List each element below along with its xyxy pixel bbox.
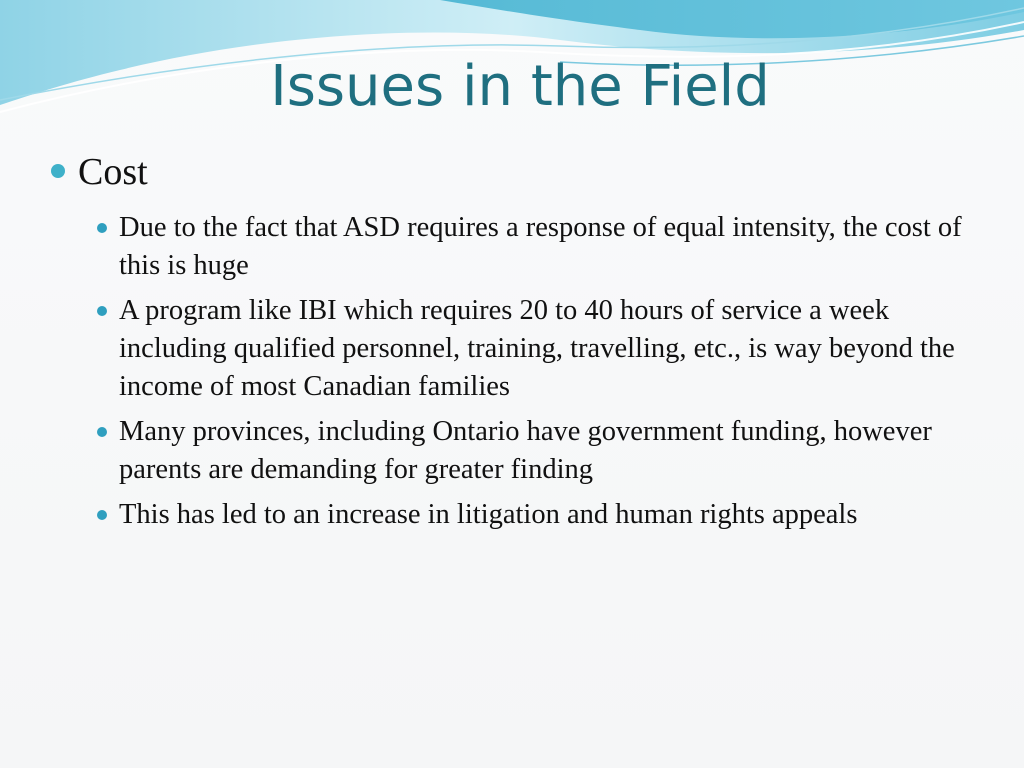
sub-bullet-text: This has led to an increase in litigation and human rights appeals <box>119 499 858 530</box>
sub-bullet-list <box>78 209 968 534</box>
sub-bullet-dot-icon <box>97 427 107 437</box>
bullet-item-cost <box>48 149 968 534</box>
sub-bullet-text: Due to the fact that ASD requires a response of equal intensity, the cost of this is huge <box>119 212 962 281</box>
sub-bullet-text: Many provinces, including Ontario have government funding, however parents are demanding for greater finding <box>119 416 932 485</box>
sub-bullet-dot-icon <box>97 306 107 316</box>
bullet-text: Cost <box>78 151 148 193</box>
sub-bullet-item <box>78 292 989 406</box>
sub-bullet-dot-icon <box>97 510 107 520</box>
sub-bullet-item <box>78 209 989 285</box>
sub-bullet-dot-icon <box>97 223 107 233</box>
sub-bullet-text: A program like IBI which requires 20 to 40 hours of service a week including qualified personnel, training, travelling, etc., is way beyond the income of most Canadian families <box>119 295 955 402</box>
slide-title: Issues in the Field <box>270 54 770 119</box>
sub-bullet-item <box>78 413 989 489</box>
sub-bullet-item <box>78 496 989 534</box>
bullet-dot-icon <box>51 164 65 178</box>
bullet-list <box>48 149 968 541</box>
